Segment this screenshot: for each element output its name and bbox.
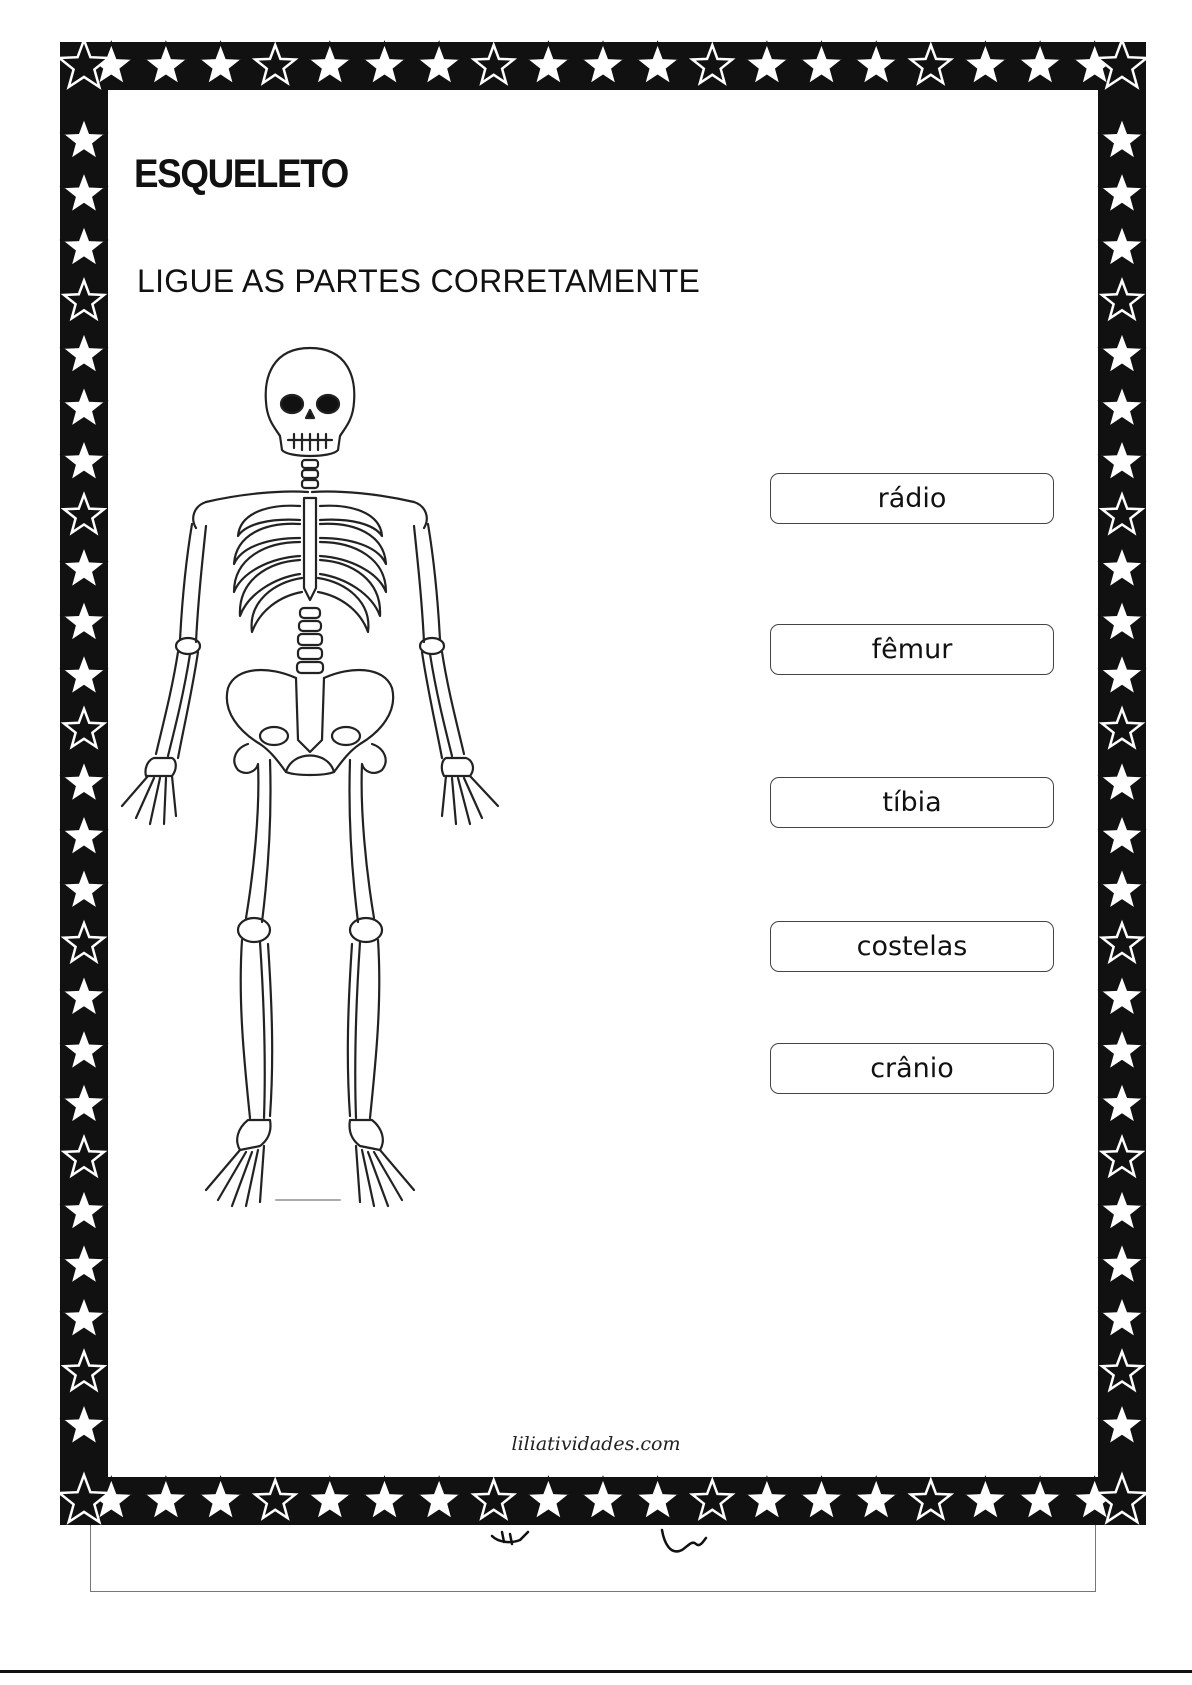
label-box-costelas: costelas: [770, 921, 1054, 972]
scribble-mark: [480, 1522, 740, 1562]
label-box-femur: fêmur: [770, 624, 1054, 675]
label-box-cranio: crânio: [770, 1043, 1054, 1094]
label-box-radio: rádio: [770, 473, 1054, 524]
label-box-tibia: tíbia: [770, 777, 1054, 828]
page-bottom-rule: [0, 1670, 1192, 1673]
skeleton-icon: [110, 340, 510, 1210]
website-footer: liliatividades.com: [511, 1433, 681, 1455]
worksheet-instruction: LIGUE AS PARTES CORRETAMENTE: [137, 263, 701, 299]
worksheet-title: ESQUELETO: [134, 152, 348, 196]
